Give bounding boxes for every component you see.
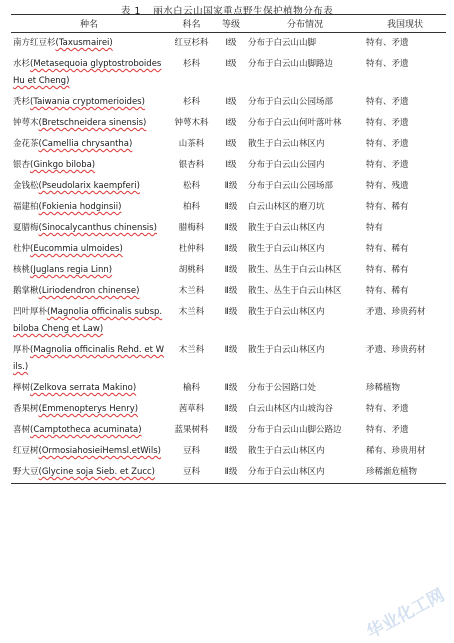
grade-cell: Ⅰ级 <box>225 118 237 128</box>
table-row <box>11 239 446 260</box>
family-cell: 柏科 <box>182 202 200 212</box>
family-cell: 木兰科 <box>178 286 205 296</box>
species-chinese-name: 喜树 <box>13 425 31 435</box>
table-header-row <box>11 15 446 33</box>
species-chinese-name: 金钱松 <box>13 181 39 191</box>
grade-cell: Ⅱ级 <box>224 383 238 393</box>
family-cell: 木兰科 <box>178 307 205 317</box>
status-cell: 特有、稀有 <box>366 202 409 212</box>
status-cell: 珍稀植物 <box>366 383 401 393</box>
species-cell <box>11 155 167 176</box>
distribution-cell: 散生于白云山林区内 <box>248 345 325 355</box>
family-cell: 蓝果树科 <box>174 425 209 435</box>
status-cell: 特有、矛遗 <box>366 38 409 48</box>
header-distribution: 分布情况 <box>246 15 364 33</box>
species-cell <box>11 54 167 92</box>
grade-cell: Ⅰ级 <box>225 38 237 48</box>
header-family: 科名 <box>167 15 216 33</box>
grade-cell: Ⅱ级 <box>224 286 238 296</box>
species-cell <box>11 134 167 155</box>
species-chinese-name: 钟萼木 <box>13 118 39 128</box>
species-chinese-name: 银杏 <box>13 160 31 170</box>
distribution-cell: 分布于白云山公园场部 <box>248 181 334 191</box>
species-latin-name: (Zelkova serrata Makino) <box>30 383 137 393</box>
caption-text: 丽水白云山国家重点野生保护植物分布表 <box>153 6 334 17</box>
species-cell <box>11 462 167 484</box>
status-cell: 特有、残遗 <box>366 181 409 191</box>
table-row <box>11 92 446 113</box>
grade-cell: Ⅱ级 <box>224 265 238 275</box>
grade-cell: Ⅰ级 <box>225 160 237 170</box>
distribution-cell: 分布于白云山山脚公路边 <box>248 425 342 435</box>
family-cell: 豆科 <box>182 446 200 456</box>
distribution-cell: 分布于白云山林区内 <box>246 462 364 484</box>
family-cell: 腊梅科 <box>178 223 205 233</box>
species-latin-name: (Magnolia officinalis subsp. biloba Cheng et Law) <box>13 307 163 334</box>
grade-cell: Ⅱ级 <box>224 202 238 212</box>
status-cell: 矛遗、珍贵药材 <box>366 345 426 355</box>
status-cell: 特有、矛遗 <box>366 139 409 149</box>
grade-cell: Ⅱ级 <box>224 223 238 233</box>
header-grade: 等级 <box>216 15 246 33</box>
species-cell <box>11 441 167 462</box>
species-cell <box>11 176 167 197</box>
grade-cell: Ⅱ级 <box>224 345 238 355</box>
distribution-cell: 分布于白云山何叶落叶林 <box>248 118 342 128</box>
status-cell: 特有、矛遗 <box>366 425 409 435</box>
distribution-cell: 分布于公园路口处 <box>248 383 317 393</box>
grade-cell: Ⅰ级 <box>225 97 237 107</box>
distribution-cell: 分布于白云山山脚 <box>248 38 317 48</box>
species-latin-name: (Pseudolarix kaempferi) <box>38 181 140 191</box>
distribution-cell: 散生于白云山林区内 <box>248 223 325 233</box>
species-chinese-name: 核桃 <box>13 265 31 275</box>
distribution-cell: 散生于白云山林区内 <box>248 307 325 317</box>
species-chinese-name: 秃杉 <box>13 97 31 107</box>
status-cell: 珍稀渐危植物 <box>364 462 446 484</box>
species-latin-name: (Fokienia hodginsii) <box>38 202 122 212</box>
table-row <box>11 54 446 92</box>
watermark: 华业化工网 <box>363 585 448 643</box>
distribution-cell: 散生于白云山林区内 <box>248 446 325 456</box>
status-cell: 特有、稀有 <box>366 265 409 275</box>
species-latin-name: (Taxusmairei) <box>55 38 113 48</box>
table-row <box>11 302 446 340</box>
family-cell: 豆科 <box>167 462 216 484</box>
family-cell: 钟萼木科 <box>174 118 209 128</box>
distribution-cell: 白云山林区的磨刀坑 <box>248 202 325 212</box>
table-row <box>11 134 446 155</box>
species-cell <box>11 218 167 239</box>
species-cell <box>11 378 167 399</box>
species-chinese-name: 夏腊梅 <box>13 223 39 233</box>
distribution-cell: 散生于白云山林区内 <box>248 139 325 149</box>
species-latin-name: (Camellia chrysantha) <box>38 139 133 149</box>
status-cell: 特有 <box>366 223 384 233</box>
table-row <box>11 218 446 239</box>
species-latin-name: (Ginkgo biloba) <box>30 160 96 170</box>
species-cell <box>11 420 167 441</box>
table-row <box>11 260 446 281</box>
species-latin-name: (Camptotheca acuminata) <box>30 425 142 435</box>
table-row <box>11 176 446 197</box>
family-cell: 山茶科 <box>178 139 205 149</box>
status-cell: 特有、矛遗 <box>366 97 409 107</box>
distribution-cell: 散生、丛生于白云山林区 <box>248 286 342 296</box>
species-latin-name: (Taiwania cryptomerioides) <box>30 97 145 107</box>
species-latin-name: (Metasequoia glyptostroboides Hu et Cheng) <box>13 59 162 86</box>
species-cell <box>11 260 167 281</box>
table-row <box>11 155 446 176</box>
family-cell: 松科 <box>182 181 200 191</box>
table-row <box>11 197 446 218</box>
species-latin-name: (Liriodendron chinense) <box>38 286 140 296</box>
species-chinese-name: 红豆树 <box>13 446 39 456</box>
species-latin-name: (Eucommia ulmoides) <box>30 244 123 254</box>
status-cell: 特有、矛遗 <box>366 59 409 69</box>
distribution-cell: 分布于白云山公园内 <box>248 160 325 170</box>
grade-cell: Ⅱ级 <box>224 425 238 435</box>
distribution-cell: 散生、丛生于白云山林区 <box>248 265 342 275</box>
grade-cell: Ⅱ级 <box>224 307 238 317</box>
table-row <box>11 33 446 55</box>
species-chinese-name: 香果树 <box>13 404 39 414</box>
family-cell: 胡桃科 <box>178 265 205 275</box>
species-latin-name: (Sinocalycanthus chinensis) <box>38 223 157 233</box>
distribution-cell: 分布于白云山山脚路边 <box>248 59 334 69</box>
species-cell <box>11 33 167 55</box>
species-chinese-name: 福建柏 <box>13 202 39 212</box>
table-body <box>11 33 446 484</box>
protected-plants-table <box>11 14 446 484</box>
species-latin-name: (Juglans regia Linn) <box>30 265 113 275</box>
species-cell <box>11 281 167 302</box>
species-cell <box>11 340 167 378</box>
status-cell: 矛遗、珍贵药材 <box>366 307 426 317</box>
status-cell: 特有、稀有 <box>366 244 409 254</box>
distribution-cell: 白云山林区内山坡沟谷 <box>248 404 334 414</box>
status-cell: 特有、稀有 <box>366 286 409 296</box>
table-row <box>11 420 446 441</box>
family-cell: 银杏科 <box>178 160 205 170</box>
table-row <box>11 113 446 134</box>
distribution-cell: 分布于白云山公园场部 <box>248 97 334 107</box>
species-chinese-name: 榉树 <box>13 383 31 393</box>
grade-cell: Ⅰ级 <box>225 59 237 69</box>
species-chinese-name: 水杉 <box>13 59 31 69</box>
header-status: 我国现状 <box>364 15 446 33</box>
status-cell: 稀有、珍贵用材 <box>366 446 426 456</box>
species-cell <box>11 239 167 260</box>
species-cell <box>11 92 167 113</box>
species-latin-name: (Bretschneidera sinensis) <box>38 118 147 128</box>
grade-cell: Ⅰ级 <box>225 139 237 149</box>
species-chinese-name: 鹅掌楸 <box>13 286 39 296</box>
table-row <box>11 340 446 378</box>
table-row <box>11 281 446 302</box>
species-chinese-name: 厚朴 <box>13 345 31 355</box>
family-cell: 红豆杉科 <box>174 38 209 48</box>
grade-cell: Ⅱ级 <box>216 462 246 484</box>
species-latin-name: (Emmenopterys Henry) <box>38 404 139 414</box>
header-species: 种名 <box>11 15 167 33</box>
species-cell <box>11 302 167 340</box>
table-row <box>11 378 446 399</box>
status-cell: 特有、矛遗 <box>366 404 409 414</box>
distribution-cell: 散生于白云山林区内 <box>248 244 325 254</box>
species-latin-name: (OrmosiahosieiHemsl.etWils) <box>38 446 161 456</box>
species-chinese-name: 南方红豆杉 <box>13 38 56 48</box>
species-cell <box>11 113 167 134</box>
species-chinese-name: 野大豆 <box>13 467 39 477</box>
family-cell: 榆科 <box>182 383 200 393</box>
grade-cell: Ⅱ级 <box>224 181 238 191</box>
table-row <box>11 441 446 462</box>
status-cell: 特有、矛遗 <box>366 160 409 170</box>
species-latin-name: (Magnolia officinalis Rehd. et Wils.) <box>13 345 165 372</box>
caption-prefix: 表 1 <box>120 6 141 17</box>
species-cell <box>11 197 167 218</box>
family-cell: 杉科 <box>182 59 200 69</box>
grade-cell: Ⅱ级 <box>224 404 238 414</box>
species-chinese-name: 凹叶厚朴 <box>13 307 48 317</box>
family-cell: 杜仲科 <box>178 244 205 254</box>
family-cell: 杉科 <box>182 97 200 107</box>
grade-cell: Ⅱ级 <box>224 244 238 254</box>
family-cell: 木兰科 <box>178 345 205 355</box>
table-row <box>11 462 446 484</box>
status-cell: 特有、矛遗 <box>366 118 409 128</box>
species-chinese-name: 金花茶 <box>13 139 39 149</box>
table-row <box>11 399 446 420</box>
species-chinese-name: 杜仲 <box>13 244 31 254</box>
family-cell: 茜草科 <box>178 404 205 414</box>
species-latin-name: (Glycine soja Sieb. et Zucc) <box>38 467 155 477</box>
species-cell <box>11 399 167 420</box>
grade-cell: Ⅱ级 <box>224 446 238 456</box>
